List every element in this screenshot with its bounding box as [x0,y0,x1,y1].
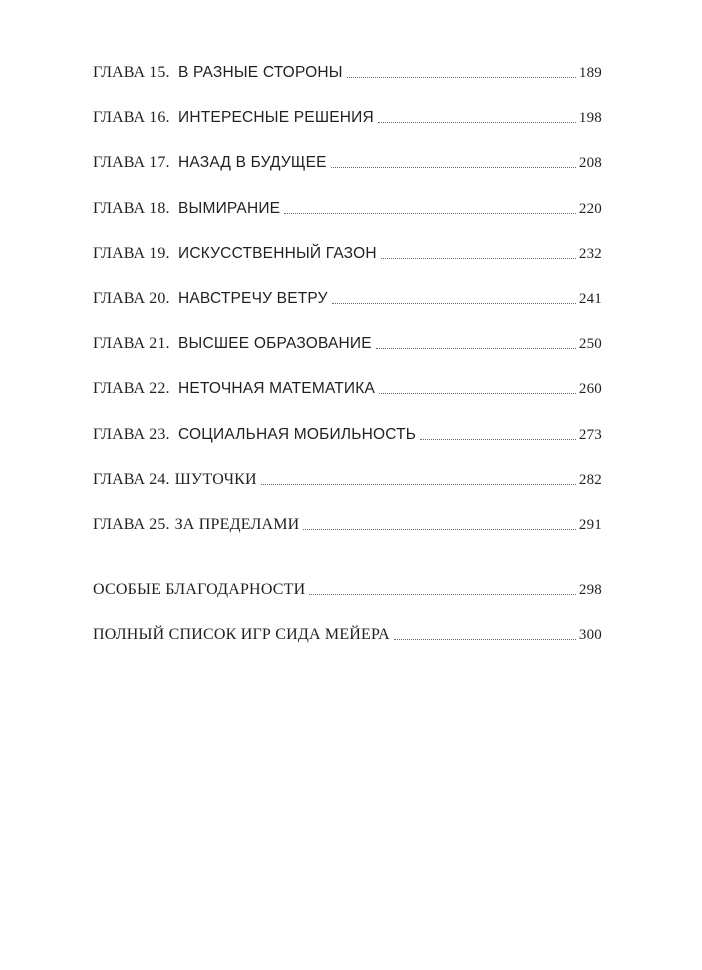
chapter-number: ГЛАВА 25. [93,515,170,533]
page-number: 189 [578,65,602,81]
chapter-number: ГЛАВА 23. [93,425,170,443]
dot-leader [332,302,576,304]
dot-leader [420,438,576,440]
toc-entry-chapter-19[interactable] [93,243,602,265]
dot-leader [381,257,576,259]
toc-entry-acknowledgements[interactable] [93,579,602,601]
chapter-number: ГЛАВА 15. [93,64,170,81]
page-number: 250 [578,336,602,353]
page-number: 282 [578,471,602,488]
page-number: 241 [578,290,602,307]
page-number: 198 [578,110,602,127]
chapter-title: ЗА ПРЕДЕЛАМИ [174,515,300,533]
toc-entry-chapter-25[interactable] [93,514,602,536]
dot-leader [379,392,576,394]
section-title: ОСОБЫЕ БЛАГОДАРНОСТИ [93,580,306,598]
chapter-title: ИСКУССТВЕННЫЙ ГАЗОН [178,244,377,262]
page-number: 232 [578,245,602,262]
dot-leader [331,166,576,168]
toc-entry-chapter-18[interactable] [93,198,602,220]
toc-entry-chapter-16[interactable] [93,107,602,129]
page-number: 208 [578,155,602,172]
chapter-title: СОЦИАЛЬНАЯ МОБИЛЬНОСТЬ [178,425,417,443]
dot-leader [376,347,576,349]
chapter-title: ИНТЕРЕСНЫЕ РЕШЕНИЯ [178,109,374,127]
chapter-number: ГЛАВА 17. [93,154,170,172]
toc-entry-chapter-23[interactable] [93,424,602,446]
page-number: 300 [578,627,602,644]
page-number: 291 [578,516,602,533]
page-number: 260 [578,381,602,398]
chapter-number: ГЛАВА 24. [93,470,170,488]
chapter-title: ШУТОЧКИ [174,470,257,488]
section-title: ПОЛНЫЙ СПИСОК ИГР СИДА МЕЙЕРА [93,626,390,644]
chapter-number: ГЛАВА 19. [93,244,170,262]
chapter-number: ГЛАВА 21. [93,335,170,353]
dot-leader [394,638,576,640]
chapter-title: В РАЗНЫЕ СТОРОНЫ [178,64,343,81]
chapter-title: НЕТОЧНАЯ МАТЕМАТИКА [178,380,376,398]
dot-leader [347,76,576,78]
dot-leader [378,121,576,123]
page-number: 298 [578,581,602,598]
page-number: 220 [578,200,602,217]
page-number: 273 [578,426,602,443]
chapter-title: НАВСТРЕЧУ ВЕТРУ [178,289,328,307]
toc-entry-chapter-20[interactable] [93,288,602,310]
dot-leader [261,483,576,485]
toc-entry-chapter-21[interactable] [93,333,602,355]
dot-leader [309,593,576,595]
chapter-title: НАЗАД В БУДУЩЕЕ [178,154,327,172]
chapter-title: ВЫСШЕЕ ОБРАЗОВАНИЕ [178,335,372,353]
chapter-title: ВЫМИРАНИЕ [178,199,281,217]
dot-leader [303,528,575,530]
toc-entry-chapter-15[interactable] [93,62,602,84]
chapter-number: ГЛАВА 20. [93,289,170,307]
dot-leader [284,212,576,214]
chapter-number: ГЛАВА 16. [93,109,170,127]
toc-entry-games-list[interactable] [93,624,602,646]
chapter-number: ГЛАВА 22. [93,380,170,398]
chapter-number: ГЛАВА 18. [93,199,170,217]
toc-entry-chapter-17[interactable] [93,152,602,174]
toc-entry-chapter-24[interactable] [93,469,602,491]
toc-entry-chapter-22[interactable] [93,378,602,400]
table-of-contents [93,62,602,646]
